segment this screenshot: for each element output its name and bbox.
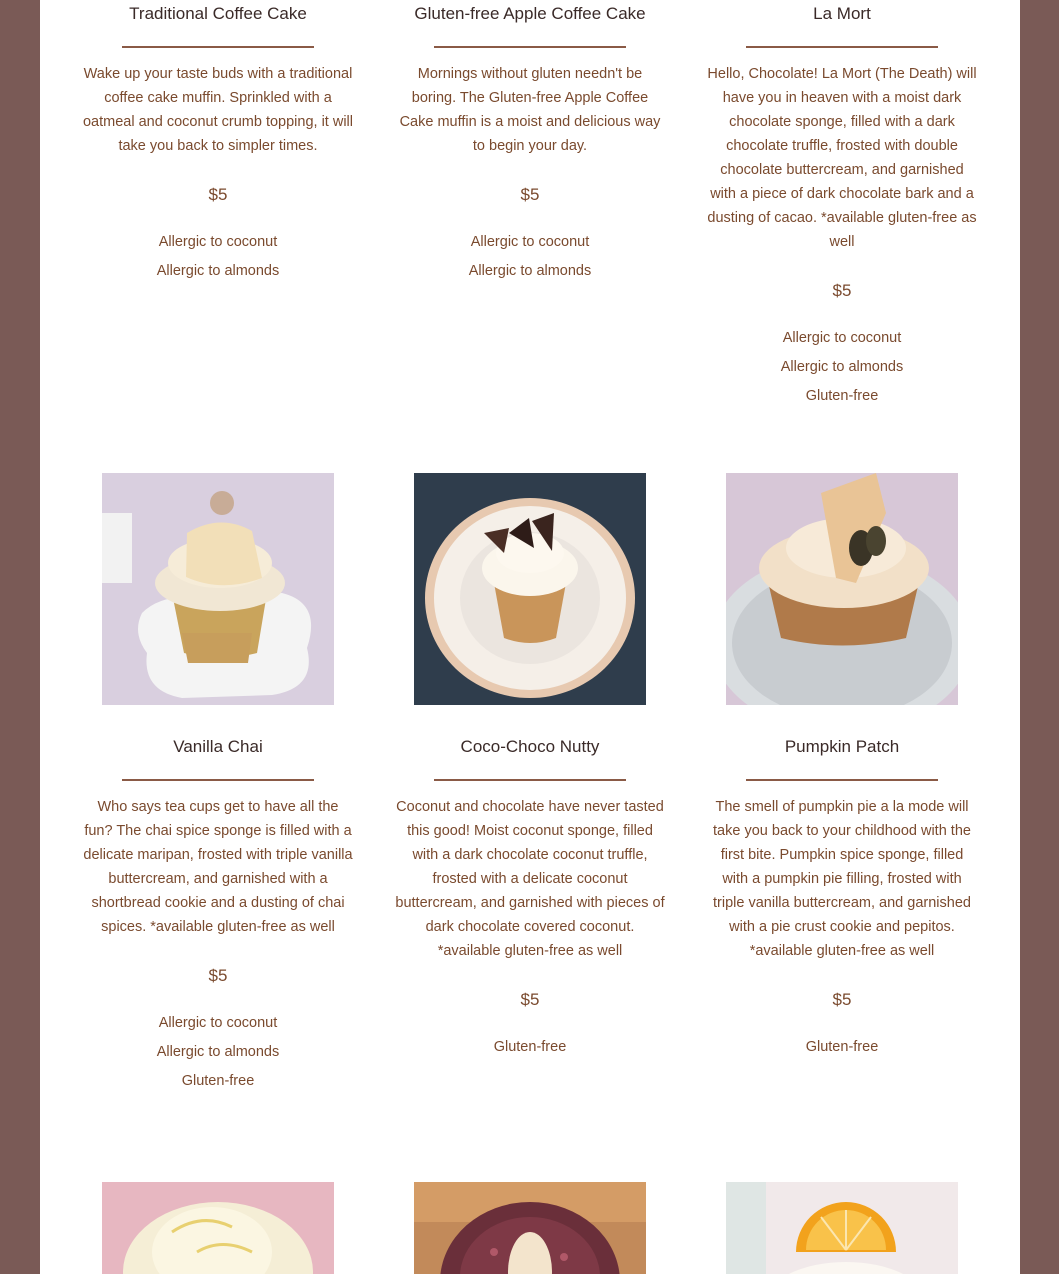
item-description: The smell of pumpkin pie a la mode will take you back to your childhood with the first bite. Pumpkin spice sponge, filled with a pumpkin pie filling, frosted with triple vanilla buttercream, and garnished with a pie crust cookie and pepitos. *available gluten-free as well <box>713 799 971 959</box>
item-title: Gluten-free Apple Coffee Cake <box>414 4 646 23</box>
title-divider <box>746 46 938 48</box>
vanilla-chai-photo[interactable] <box>102 473 334 705</box>
item-description: Mornings without gluten needn't be boring. The Gluten-free Apple Coffee Cake muffin is a moist and delicious way to begin your day. <box>399 66 661 154</box>
item-price: $5 <box>832 281 852 300</box>
allergen-tag: Allergic to almonds <box>780 359 904 375</box>
allergen-tag: Gluten-free <box>493 1039 567 1055</box>
menu-item-traditional-coffee-cake <box>78 3 358 286</box>
allergen-tag: Allergic to almonds <box>156 1044 280 1060</box>
menu-page <box>40 0 1020 1274</box>
allergen-tag: Allergic to almonds <box>468 263 592 279</box>
item-description: Who says tea cups get to have all the fun? The chai spice sponge is filled with a delicate maripan, frosted with triple vanilla buttercream, and garnished with a shortbread cookie and a dusting of chai spices. *available gluten-free as well <box>83 799 353 935</box>
item-price: $5 <box>520 990 540 1009</box>
item-title: Coco-Choco Nutty <box>460 737 600 756</box>
allergen-tag: Allergic to coconut <box>782 330 902 346</box>
item-title: Vanilla Chai <box>173 737 263 756</box>
allergen-tag: Allergic to coconut <box>158 234 278 250</box>
item-description: Coconut and chocolate have never tasted this good! Moist coconut sponge, filled with a dark chocolate coconut truffle, frosted with a delicate coconut buttercream, and garnished with pieces of dark chocolate covered coconut. *available gluten-free as well <box>395 799 665 959</box>
item-title: La Mort <box>813 4 871 23</box>
menu-item-gluten-free-apple-coffee-cake <box>390 3 670 286</box>
lemon-cupcake-photo[interactable] <box>102 1182 334 1274</box>
title-divider <box>122 779 314 781</box>
allergen-list <box>702 1033 982 1062</box>
allergen-list <box>78 228 358 286</box>
item-title: Pumpkin Patch <box>784 737 900 756</box>
menu-item-pumpkin-patch <box>702 736 982 1062</box>
item-description: Hello, Chocolate! La Mort (The Death) will have you in heaven with a moist dark chocolate sponge, filled with a dark chocolate truffle, frosted with double chocolate buttercream, and garnished with a piece of dark chocolate bark and a dusting of cacao. *available gluten-free as well <box>707 66 977 250</box>
coco-choco-nutty-photo[interactable] <box>414 473 646 705</box>
item-title: Traditional Coffee Cake <box>129 4 307 23</box>
allergen-list <box>702 324 982 411</box>
item-description: Wake up your taste buds with a traditional coffee cake muffin. Sprinkled with a oatmeal and coconut crumb topping, it will take you back to simpler times. <box>82 66 353 154</box>
allergen-list <box>390 228 670 286</box>
title-divider <box>746 779 938 781</box>
title-divider <box>434 779 626 781</box>
allergen-list <box>78 1009 358 1096</box>
allergen-tag: Gluten-free <box>805 388 879 404</box>
allergen-tag: Allergic to coconut <box>158 1015 278 1031</box>
item-price: $5 <box>832 990 852 1009</box>
menu-item-vanilla-chai <box>78 736 358 1096</box>
item-price: $5 <box>520 185 540 204</box>
title-divider <box>434 46 626 48</box>
orange-cupcake-photo[interactable] <box>726 1182 958 1274</box>
title-divider <box>122 46 314 48</box>
allergen-list <box>390 1033 670 1062</box>
pumpkin-patch-photo[interactable] <box>726 473 958 705</box>
item-price: $5 <box>208 185 228 204</box>
berry-cupcake-photo[interactable] <box>414 1182 646 1274</box>
allergen-tag: Allergic to coconut <box>470 234 590 250</box>
allergen-tag: Gluten-free <box>805 1039 879 1055</box>
menu-item-coco-choco-nutty <box>390 736 670 1062</box>
menu-item-la-mort <box>702 3 982 411</box>
allergen-tag: Gluten-free <box>181 1073 255 1089</box>
item-price: $5 <box>208 966 228 985</box>
allergen-tag: Allergic to almonds <box>156 263 280 279</box>
